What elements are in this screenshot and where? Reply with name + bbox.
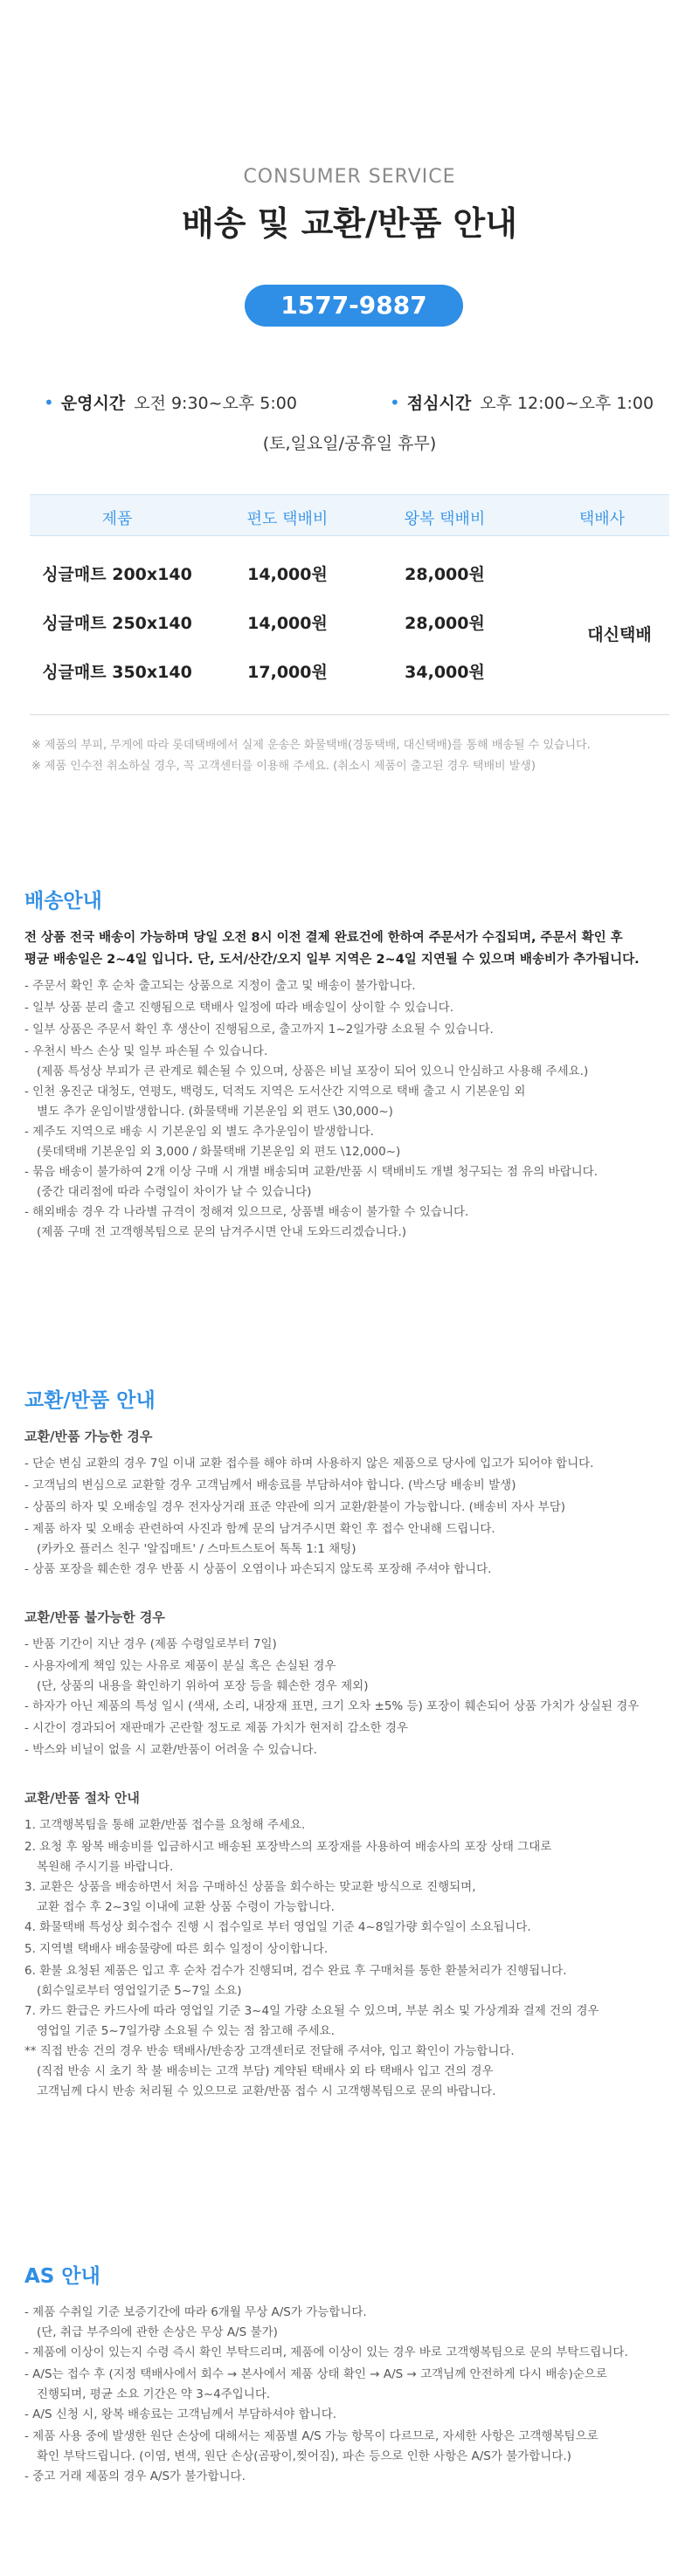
list-item: (단, 상품의 내용을 확인하기 위하여 포장 등을 훼손한 경우 제외) — [37, 1679, 369, 1693]
list-item: - 상품의 하자 및 오배송일 경우 전자상거래 표준 약관에 의거 교환/환불이 가능합니다. (배송비 자사 부담) — [24, 1500, 566, 1514]
list-item: - 제품 사용 중에 발생한 원단 손상에 대해서는 제품별 A/S 가능 항목이 다르므로, 자세한 사항은 고객행복팀으로 — [24, 2429, 599, 2443]
list-item: 1. 고객행복팀을 통해 교환/반품 접수를 요청해 주세요. — [24, 1818, 306, 1832]
operating-hours-value: 오전 9:30~오후 5:00 — [134, 394, 297, 413]
shipping-note: ※ 제품의 부피, 무게에 따라 롯데택배에서 실제 운송은 화물택배(경동택배, 대신택배)를 통해 배송될 수 있습니다. — [31, 739, 591, 752]
list-item: - 상품 포장을 훼손한 경우 반품 시 상품이 오염이나 파손되지 않도록 포장해 주셔야 합니다. — [24, 1562, 492, 1576]
page-title: 배송 및 교환/반품 안내 — [182, 204, 517, 243]
phone-number-button[interactable]: 1577-9887 — [245, 285, 463, 327]
exchange-possible-list — [24, 1454, 675, 1580]
list-item: 4. 화물택배 특성상 회수접수 진행 시 접수일로 부터 영업일 기준 4~8일가량 회수일이 소요됩니다. — [24, 1920, 531, 1934]
list-item: 6. 환불 요청된 제품은 입고 후 순차 검수가 진행되며, 검수 완료 후 구매처를 통한 환불처리가 진행됩니다. — [24, 1964, 567, 1978]
list-item: - 우천시 박스 손상 및 일부 파손될 수 있습니다. — [24, 1044, 268, 1058]
list-item: 2. 요청 후 왕복 배송비를 입금하시고 배송된 포장박스의 포장재를 사용하여 배송사의 포장 상태 그대로 — [24, 1840, 552, 1854]
subsection-title: 교환/반품 절차 안내 — [24, 1790, 140, 1806]
list-item: - 주문서 확인 후 순차 출고되는 상품으로 지정이 출고 및 배송이 불가합니다. — [24, 979, 416, 993]
list-item: - A/S 신청 시, 왕복 배송료는 고객님께서 부담하셔야 합니다. — [24, 2407, 337, 2421]
list-item: (제품 구매 전 고객행복팀으로 문의 남겨주시면 안내 도와드리겠습니다.) — [37, 1225, 407, 1239]
closed-days-note: (토,일요일/공휴일 휴무) — [262, 434, 437, 453]
list-item: - 하자가 아닌 제품의 특성 일시 (색새, 소리, 내장재 표면, 크기 오차 ±5% 등) 포장이 훼손되어 상품 가치가 상실된 경우 — [24, 1699, 640, 1713]
list-item: 별도 추가 운임이발생합니다. (화물택배 기본운임 외 편도 \30,000~) — [37, 1105, 393, 1119]
list-item: - 고객님의 변심으로 교환할 경우 고객님께서 배송료를 부담하셔야 합니다. (박스당 배송비 발생) — [24, 1478, 516, 1492]
list-item: - 인천 옹진군 대청도, 연평도, 백령도, 덕적도 지역은 도서산간 지역으로 택배 출고 시 기본운임 외 — [24, 1085, 526, 1099]
carrier-cell: 대신택배 — [587, 625, 652, 644]
list-item: 고객님께 다시 반송 처리될 수 있으므로 교환/반품 접수 시 고객행복팀으로 문의 바랍니다. — [37, 2084, 496, 2098]
list-item: - 일부 상품은 주문서 확인 후 생산이 진행됨으로, 출고까지 1~2일가량 소요될 수 있습니다. — [24, 1023, 494, 1037]
eyebrow-label: CONSUMER SERVICE — [243, 166, 456, 188]
lunch-hours — [390, 390, 654, 414]
delivery-list — [24, 976, 675, 1243]
list-item: 확인 부탁드립니다. (이염, 변색, 원단 손상(곰팡이,찢어짐), 파손 등으로 인한 사항은 A/S가 불가합니다.) — [37, 2449, 571, 2463]
list-item: (롯데택배 기본운임 외 3,000 / 화물택배 기본운임 외 편도 \12,000~) — [37, 1145, 401, 1159]
list-item: - 단순 변심 교환의 경우 7일 이내 교환 접수를 해야 하며 사용하지 않은 제품으로 당사에 입고가 되어야 합니다. — [24, 1457, 594, 1471]
list-item: 교환 접수 후 2~3일 이내에 교환 상품 수령이 가능합니다. — [37, 1900, 335, 1914]
list-item: 7. 카드 환급은 카드사에 따라 영업일 기준 3~4일 가량 소요될 수 있으며, 부분 취소 및 가상계좌 결제 건의 경우 — [24, 2004, 599, 2018]
hero-header — [0, 166, 699, 245]
exchange-section — [24, 1384, 675, 2102]
section-title: AS 안내 — [24, 2265, 100, 2288]
exchange-impossible-list — [24, 1635, 675, 1760]
list-item: - 박스와 비닐이 없을 시 교환/반품이 어려울 수 있습니다. — [24, 1743, 317, 1757]
list-item: 진행되며, 평균 소요 기간은 약 3~4주입니다. — [37, 2387, 271, 2401]
operating-hours — [44, 390, 297, 414]
list-item: (카카오 플러스 친구 '알집매트' / 스마트스토어 톡톡 1:1 채팅) — [37, 1542, 356, 1556]
list-item: 3. 교환은 상품을 배송하면서 처음 구매하신 상품을 회수하는 맞교환 방식으로 진행되며, — [24, 1880, 476, 1894]
bullet-dot-icon: • — [390, 392, 400, 413]
list-item: - 사용자에게 책임 있는 사유로 제품이 분실 혹은 손실된 경우 — [24, 1659, 336, 1673]
subsection-title: 교환/반품 불가능한 경우 — [24, 1609, 165, 1625]
list-item: - 해외배송 경우 각 나라별 규격이 정해져 있으므로, 상품별 배송이 불가할 수 있습니다. — [24, 1205, 469, 1219]
list-item: 복원해 주시기를 바랍니다. — [37, 1860, 174, 1874]
list-item: - 시간이 경과되어 재판매가 곤란할 정도로 제품 가치가 현저히 감소한 경우 — [24, 1721, 409, 1735]
product-cell: 싱글매트 350x140 — [42, 663, 192, 682]
lunch-hours-label: 점심시간 — [406, 394, 472, 413]
list-item: (단, 취급 부주의에 관한 손상은 무상 A/S 불가) — [37, 2325, 278, 2339]
subsection-title: 교환/반품 가능한 경우 — [24, 1429, 153, 1444]
list-item: ** 직접 반송 건의 경우 반송 택배사/반송장 고객센터로 전달해 주셔야, 입고 확인이 가능합니다. — [24, 2044, 515, 2058]
list-item: (중간 대리점에 따라 수령일이 차이가 날 수 있습니다) — [37, 1185, 312, 1199]
lead-line: 전 상품 전국 배송이 가능하며 당일 오전 8시 이전 결제 완료건에 한하여 주문서가 수집되며, 주문서 확인 후 — [24, 931, 623, 945]
product-cell: 싱글매트 250x140 — [42, 614, 192, 633]
column-header-product: 제품 — [101, 510, 133, 528]
exchange-process-list — [24, 1815, 675, 2102]
list-item: 5. 지역별 택배사 배송물량에 따른 회수 일정이 상이합니다. — [24, 1942, 329, 1956]
list-item: - 반품 기간이 지난 경우 (제품 수령일로부터 7일) — [24, 1637, 277, 1651]
shipping-note: ※ 제품 인수전 취소하실 경우, 꼭 고객센터를 이용해 주세요. (취소시 제품이 출고된 경우 택배비 발생) — [31, 760, 536, 773]
column-header-carrier: 택배사 — [578, 510, 626, 528]
list-item: - 제주도 지역으로 배송 시 기본운임 외 별도 추가운임이 발생합니다. — [24, 1125, 374, 1139]
list-item: - 묶음 배송이 불가하여 2개 이상 구매 시 개별 배송되며 교환/반품 시 택배비도 개별 청구되는 점 유의 바랍니다. — [24, 1165, 599, 1179]
list-item: - 일부 상품 분리 출고 진행됨으로 택배사 일정에 따라 배송일이 상이할 수 있습니다. — [24, 1001, 454, 1015]
list-item: - 제품 수취일 기준 보증기간에 따라 6개월 무상 A/S가 가능합니다. — [24, 2305, 367, 2319]
roundtrip-fee-cell: 34,000원 — [405, 663, 485, 682]
lunch-hours-value: 오후 12:00~오후 1:00 — [480, 394, 654, 413]
delivery-lead — [24, 927, 675, 971]
list-item: - 중고 거래 제품의 경우 A/S가 불가합니다. — [24, 2469, 246, 2483]
section-title: 교환/반품 안내 — [24, 1389, 156, 1412]
list-item: - 제품 하자 및 오배송 관련하여 사진과 함께 문의 남겨주시면 확인 후 접수 안내해 드립니다. — [24, 1522, 495, 1536]
table-row — [30, 644, 669, 693]
list-item: (회수일로부터 영업일기준 5~7일 소요) — [37, 1984, 242, 1998]
shipping-notes — [31, 735, 669, 777]
operating-hours-label: 운영시간 — [60, 394, 126, 413]
list-item: (직접 반송 시 초기 착 불 배송비는 고객 부담) 계약된 택배사 외 타 택배사 입고 건의 경우 — [37, 2064, 494, 2078]
oneway-fee-cell: 14,000원 — [247, 565, 328, 584]
bullet-dot-icon: • — [44, 392, 54, 413]
list-item: 영업일 기준 5~7일가량 소요될 수 있는 점 참고해 주세요. — [37, 2024, 335, 2038]
section-title: 배송안내 — [24, 890, 102, 913]
table-row — [30, 547, 669, 596]
divider — [30, 714, 669, 715]
as-section — [24, 2260, 675, 2487]
oneway-fee-cell: 17,000원 — [247, 663, 328, 682]
column-header-roundtrip: 왕복 택배비 — [404, 510, 486, 528]
delivery-section — [24, 885, 675, 1243]
oneway-fee-cell: 14,000원 — [247, 614, 328, 633]
list-item: (제품 특성상 부피가 큰 관계로 훼손될 수 있으며, 상품은 비닐 포장이 되어 있으니 안심하고 사용해 주세요.) — [37, 1064, 589, 1078]
roundtrip-fee-cell: 28,000원 — [405, 565, 485, 584]
shipping-fee-table — [30, 494, 669, 693]
as-list — [24, 2303, 675, 2487]
list-item: - 제품에 이상이 있는지 수령 즉시 확인 부탁드리며, 제품에 이상이 있는 경우 바로 고객행복팀으로 문의 부탁드립니다. — [24, 2345, 628, 2359]
list-item: - A/S는 접수 후 (지정 택배사에서 회수 → 본사에서 제품 상태 확인 → A/S → 고객님께 안전하게 다시 배송)순으로 — [24, 2367, 607, 2381]
roundtrip-fee-cell: 28,000원 — [405, 614, 485, 633]
product-cell: 싱글매트 200x140 — [42, 565, 192, 584]
lead-line: 평균 배송일은 2~4일 입니다. 단, 도서/산간/오지 일부 지역은 2~4일 지연될 수 있으며 배송비가 추가됩니다. — [24, 953, 640, 967]
table-header — [30, 494, 669, 536]
column-header-oneway: 편도 택배비 — [246, 510, 329, 528]
